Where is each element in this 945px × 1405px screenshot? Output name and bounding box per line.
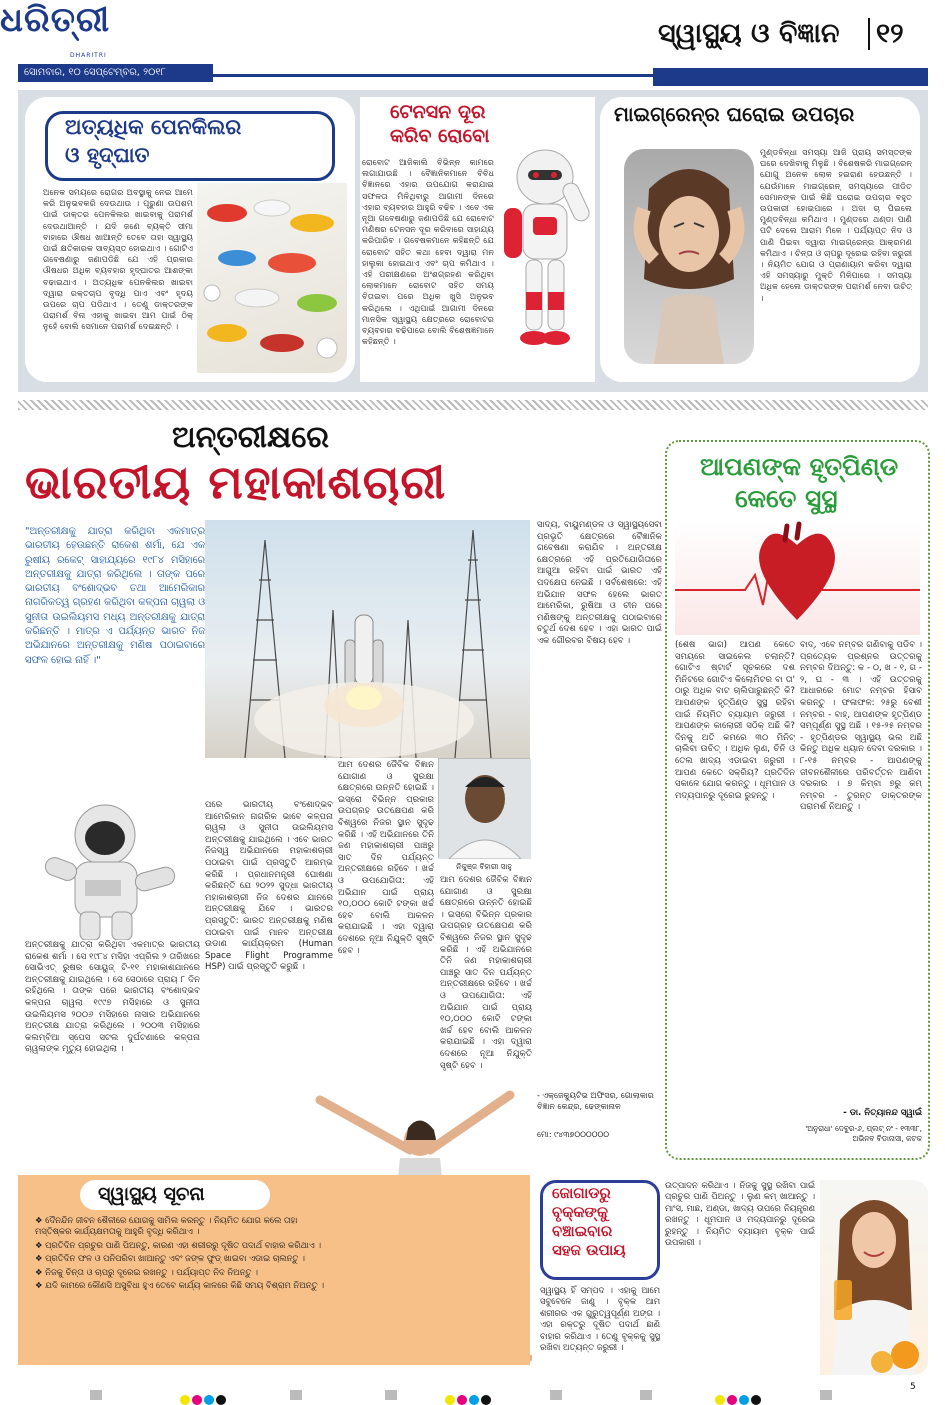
robot-article [360,97,595,382]
space-column-3: ଆମ ଦେଶର ଜୈବିକ ବିଜ୍ଞାନ ଯୋଗାଣ ଓ ସୁରକ୍ଷା କ୍ଷେତ୍ରରେ ଉନ୍ନତି ହୋଇଛି । ଇସ୍ରୋ ବିଭିନ୍ନ ପ୍ରକାର ଉପଗ୍ରହ ଉତକ୍ଷେପଣ କରି ବିଶ୍ୱରେ ନିଜର ସ୍ଥାନ ସୁଦୃଢ କରିଛି । ଏହି ଅଭିଯାନରେ ତିନି ଜଣ ମହାକାଶଚାରୀ ପାଞ୍ଚରୁ ସାତ ଦିନ ପର୍ଯ୍ୟନ୍ତ ଅନ୍ତରୀକ୍ଷରେ ରହିବେ । ଖର୍ଚ୍ଚ ଓ ଉପଯୋଗିତା: ଏହି ଅଭିଯାନ ପାଇଁ ପ୍ରାୟ ୧୦,୦୦୦ କୋଟି ଟଙ୍କା ଖର୍ଚ୍ଚ ହେବ ବୋଲି ଆକଳନ କରାଯାଇଛି । ଏହା ଦ୍ୱାରା ଦେଶରେ ନୂଆ ନିଯୁକ୍ତି ସୃଷ୍ଟି ହେବ । [338,760,434,956]
space-column-1: ଅନ୍ତରୀକ୍ଷକୁ ଯାତ୍ରା କରିଥିବା ଏକମାତ୍ର ଭାରତୀୟ ରାକେଶ ଶର୍ମା । ସେ ୧୯୮୪ ମସିହା ଏପ୍ରିଲ ୨ ତାରିଖରେ ସୋଭିଏତ୍ ରୁଷର ସୋୟୁଜ୍ ଟି-୧୧ ମହାକାଶଯାନରେ ଅନ୍ତରୀକ୍ଷକୁ ଯାଇଥିଲେ । ସେ ସେଠାରେ ପ୍ରାୟ ୮ ଦିନ ରହିଥିଲେ । ତାଙ୍କ ପରେ ଭାରତୀୟ ବଂଶୋଦ୍ଭବ କଳ୍ପନା ଚାୱଲା ୧୯୯୭ ମସିହାରେ ଓ ସୁନୀତା ଉଇଲିୟମସ ୨୦୦୬ ମସିହାରେ ନାସାର ଅଭିଯାନରେ ଅନ୍ତରୀକ୍ଷ ଯାତ୍ରା କରିଥିଲେ । ୨୦୦୩ ମସିହାରେ କଲମ୍ବିଆ ସ୍ପେସ ସଟଲ ଦୁର୍ଘଟଣାରେ କଳ୍ପନା ଚାୱଲାଙ୍କ ମୃତ୍ୟୁ ହୋଇଥିଲା । [25,940,200,1055]
heart-doctor-name: - ଡା. ନିତ୍ୟାନନ୍ଦ ସ୍ୱାଇଁ [843,1108,922,1118]
registration-mark [385,1390,397,1400]
kidney-column-2: ଉତ୍ପାଦନ କରିଥାଏ । ନିଜକୁ ସୁସ୍ଥ ରଖିବା ପାଇଁ ପ୍ରଚୁର ପାଣି ପିଅନ୍ତୁ । ଲୁଣ କମ୍ ଖାଆନ୍ତୁ । ମାଂସ, ମାଛ, ଅଣ୍ଡା, ଖାଦ୍ୟ ଉପରେ ନିୟନ୍ତ୍ରଣ ରଖନ୍ତୁ । ଧୂମପାନ ଓ ମଦ୍ୟପାନରୁ ଦୂରେଇ ରୁହନ୍ତୁ । ନିୟମିତ ବ୍ୟାୟାମ ବୃକ୍‌କ ପାଇଁ ଉପକାରୀ । [665,1180,815,1248]
health-tip-item: ❖ ନିଜକୁ ଚିନ୍ତା ଓ ଚାପରୁ ଦୂରେଇ ରଖନ୍ତୁ । ପର୍ଯ୍ୟାପ୍ତ ନିଦ ନିଅନ୍ତୁ । [35,1266,258,1277]
heart-ecg-illustration [675,520,920,635]
kidney-column-1: ସ୍ୱାସ୍ଥ୍ୟ ହିଁ ସମ୍ପଦ । ଏହାକୁ ଆମେ ସବୁବେଳେ ଜାଣୁ । ବୃକ୍‌କ ଆମ ଶରୀରର ଏକ ଗୁରୁତ୍ୱପୂର୍ଣ୍ଣ ଅଙ୍ଗ । ଏହା ରକ୍ତରୁ ଦୂଷିତ ପଦାର୍ଥ ଛାଣି ବାହାର କରିଥାଏ । ତେଣୁ ବୃକ୍‌କକୁ ସୁସ୍ଥ ରଖିବା ଅତ୍ୟନ୍ତ ଜରୁରୀ । [540,1285,660,1353]
registration-mark [640,1390,652,1400]
author-phone: ମୋ: ୯୪୩୭୦୦୦୦୦୦ [537,1130,610,1139]
astronaut-illustration [30,800,195,940]
masthead-rule [213,74,653,77]
author-photo [438,758,530,858]
space-kicker: ଅନ୍ତରୀକ୍ଷରେ [172,420,330,455]
registration-mark [290,1390,302,1400]
health-tips-title: ସ୍ୱାସ୍ଥ୍ୟ ସୂଚନା [98,1183,205,1205]
space-pullquote: "ଅନ୍ତରୀକ୍ଷକୁ ଯାତ୍ରା କରିଥିବା ଏକମାତ୍ର ଭାରତୀୟ ହେଉଛନ୍ତି ରାକେଶ ଶର୍ମା, ଯେ ଏକ ରୁଷୀୟ ରକେଟ୍ ସାହାଯ୍ୟରେ ୧୯୮୪ ମସିହାରେ ଅନ୍ତରୀକ୍ଷକୁ ଯାତ୍ରା କରିଥିଲେ । ତାଙ୍କ ପରେ ଭାରତୀୟ ବଂଶୋଦ୍ଭବ ତଥା ଆମେରିକାର ନାଗରିକତ୍ୱ ଗ୍ରହଣ କରିଥିବା କଳ୍ପନା ଚାୱଲା ଓ ସୁନୀତା ଉଇଲିୟମସ ମଧ୍ୟ ଅନ୍ତରୀକ୍ଷକୁ ଯାତ୍ରା କରିଛନ୍ତି । ମାତ୍ର ଏ ପର୍ଯ୍ୟନ୍ତ ଭାରତ ନିଜ ଅଭିଯାନରେ ଅନ୍ତରୀକ୍ଷକୁ ମଣିଷ ପଠାଇବାରେ ସଫଳ ହୋଇ ନାହିଁ ।" [25,526,205,666]
painkiller-title: ଅତ୍ୟଧିକ ପେନକିଲର [65,115,242,139]
reg-cyan [469,1395,479,1405]
space-column-4: ସାଦ୍ୟ, ବାୟୁମଣ୍ଡଳ ଓ ସ୍ୱାସ୍ଥ୍ୟସେବା ପ୍ରଭୃତି କ୍ଷେତ୍ରରେ ବୈଜ୍ଞାନିକ ଗବେଷଣା କରାଯିବ । ଅନ୍ତରୀକ୍ଷ କ୍ଷେତ୍ରରେ ଏହି ପ୍ରତିଯୋଗିତାରେ ଆଗୁଆ ରହିବା ପାଇଁ ଭାରତ ଏହି ପଦକ୍ଷେପ ନେଇଛି । ସର୍ବଶେଷରେ: ଏହି ଅଭିଯାନ ସଫଳ ହେଲେ ଭାରତ ଆମେରିକା, ରୁଷିଆ ଓ ଚୀନ ପରେ ମଣିଷଙ୍କୁ ଅନ୍ତରୀକ୍ଷକୁ ପଠାଇବାରେ ଚତୁର୍ଥ ଦେଶ ହେବ । ଏହା ଭାରତ ପାଇଁ ଏକ ଗୌରବର ବିଷୟ ହେବ । [537,520,662,646]
page-number: ୧୨ [868,18,904,50]
kidney-title-line1: ଜୋଗାଡରୁ [552,1184,611,1202]
painkiller-body: ଅନେକ ସମୟରେ ରୋଗର ଅବସ୍ଥାକୁ ନେଇ ଆମେ କରି ଅନୁଭବକରି ଦେଉଥାଉ । ପୂରୁଣା ଉପଶମ ପାଇଁ ଡାକ୍ତର ପେନକିଲର ଖାଇବାକୁ ପରାମର୍ଶ ଦେଉଥାଆନ୍ତି । ଯଦି ଜଣେ ବ୍ୟକ୍ତି ସୀମା ବାହାରେ ଔଷଧ ଖାଆନ୍ତି ତେବେ ତାହା ସ୍ୱାସ୍ଥ୍ୟ ପାଇଁ କ୍ଷତିକାରକ ସାବ୍ୟସ୍ତ ହୋଇଥାଏ । ଗୋଟିଏ ଗବେଷଣାରୁ ଜଣାପଡିଛି ଯେ ଏହି ପ୍ରକାର ଔଷଧର ଅଧିକ ବ୍ୟବହାର ହୃଦ୍‌ଘାତର ଆଶଙ୍କା ବଢାଇଥାଏ । ଅତ୍ୟଧିକ ପେନକିଲର ଖାଇବା ଦ୍ୱାରା ରକ୍ତଚାପ ବୃଦ୍ଧି ପାଏ ଏବଂ ହୃଦୟ ଉପରେ ଚାପ ପଡିଥାଏ । ତେଣୁ ଡାକ୍ତରଙ୍କ ପରାମର୍ଶ ବିନା ଏହାକୁ ଖାଇବା ଆମ ପାଇଁ ଠିକ୍ ନୁହେଁ ବୋଲି ସେମାନେ ପରାମର୍ଶ ଦେଇଛନ୍ତି । [43,187,193,332]
migraine-woman-photo [624,149,754,364]
woman-headache-illustration [624,149,754,364]
author-portrait-illustration [439,759,531,859]
issue-date: ସୋମବାର, ୧୦ ସେପ୍ଟେମ୍ବର, ୨୦୧୮ [18,64,213,82]
reg-black [216,1395,226,1405]
color-registration-marks [715,1390,763,1405]
reg-yellow [180,1395,190,1405]
newspaper-logo-subtitle: DHARITRI [70,52,107,59]
color-registration-marks [180,1390,228,1405]
registration-mark [820,1390,832,1400]
kidney-title-line2: ବୃକ୍‌କଙ୍କୁ [552,1203,608,1221]
author-note: - ଏକ୍‌ଜେକ୍ୟୁଟିଭ ଅଫିସର, ଗୋଲାକାର ବିଜ୍ଞାନ କେନ୍ଦ୍ର, ଢେଙ୍କାନାଳ [537,1091,654,1111]
woman-juice-illustration [820,1180,928,1375]
migraine-title: ମାଇଗ୍ରେନ୍‌ର ଘରୋଇ ଉପଚାର [614,102,855,126]
pills-photo [197,183,347,373]
robot-illustration [490,142,600,382]
health-tip-item: ❖ ପ୍ରତିଦିନ ଫଳ ଓ ପନିପରିବା ଖାଆନ୍ତୁ ଏବଂ ଜଙ୍କ ଫୁଡ୍ ଖାଇବା ଏଡାଇ ଚାଲନ୍ତୁ । [35,1253,305,1264]
space-headline: ଭାରତୀୟ ମହାକାଶଚାରୀ [25,455,447,509]
robot-title-line2: କରିବ ରୋବୋ [390,125,490,147]
heart-column-2: ବାଦ୍, ଏବେ ନମ୍ବର ଗଣିବାକୁ ପଡିବ । ପ୍ରତ୍ୟେକ ପ୍ରଶ୍ନର ଉତ୍ତରକୁ ନମ୍ବର ଦିଅନ୍ତୁ: କ - ୦, ଖ - ୧, ଗ - ୨, ଘ - ୩ । ଏହି ଉତ୍ତରକୁ ଆଧାରରେ ମୋଟ ନମ୍ବର ହିସାବ କରନ୍ତୁ । ଫଳାଫଳ: ୨୫ରୁ ବେଶୀ ନମ୍ବର - ବାହ୍, ଆପଣଙ୍କ ହୃତ୍‌ପିଣ୍ଡ ସମ୍ପୂର୍ଣ୍ଣ ସୁସ୍ଥ ଅଛି । ୧୫-୨୫ ନମ୍ବର - ହୃତ୍‌ପିଣ୍ଡର ସ୍ୱାସ୍ଥ୍ୟ ଭଲ ଅଛି କିନ୍ତୁ ଅଧିକ ଧ୍ୟାନ ଦେବା ଦରକାର । ୮-୧୫ ନମ୍ବର - ଆପଣଙ୍କୁ ଜୀବନଶୈଳୀରେ ପରିବର୍ତ୍ତନ ଆଣିବା ଦରକାର । ୭ କିମ୍ବା ୭ରୁ କମ୍ ନମ୍ବର - ତୁରନ୍ତ ଡାକ୍ତରଙ୍କ ପରାମର୍ଶ ନିଅନ୍ତୁ । [800,640,922,813]
reg-cyan [739,1395,749,1405]
reg-black [751,1395,761,1405]
astronaut-photo [30,800,195,940]
print-page-mark: 5 [910,1382,916,1392]
heart-column-1: (ଶେଷ ଭାଗ) ଆପଣ କେତେ ସମୟରେ ସାଇକେଲ ଚଲାନ୍ତି? ଗୋଟିଏ ଷ୍ଟାର୍ଟ ସୂଚକରେ ଦଶ ମିନିଟରେ ଗୋଟିଏ କିଲୋମିଟର ବା ତା' ଠାରୁ ଅଧିକ ବାଟ ଚାଲିପାରୁଛନ୍ତି କି? ଆପଣଙ୍କ ହୃତ୍‌ପିଣ୍ଡ ସୁସ୍ଥ ରହିବା ପାଇଁ ନିୟମିତ ବ୍ୟାୟାମ ଜରୁରୀ । ଆପଣଙ୍କ କାଲୋରୀ ସଠିକ୍ ଅଛି କି? ଦିନକୁ ଅତି କମରେ ୩୦ ମିନିଟ୍ ଚାଲିବା ଉଚିତ୍ । ଅଧିକ ଲୁଣ, ଚିନି ଓ ତେଲ ଖାଦ୍ୟ ଏଡାଇବା ଜରୁରୀ । ଆପଣ କେତେ ସକ୍ରିୟ? ପ୍ରତିଦିନ ସକାଳେ ଯୋଗ କରନ୍ତୁ । ଧୂମପାନ ଓ ମଦ୍ୟପାନରୁ ଦୂରେଇ ରୁହନ୍ତୁ । [675,640,795,801]
heart-title: ଆପଣଙ୍କ ହୃତ୍‌ପିଣ୍ଡ [700,452,899,481]
author-name: ନିକୁଞ୍ଜ ବିହାରୀ ସାହୁ [456,862,512,871]
registration-mark [90,1390,102,1400]
reg-yellow [715,1395,725,1405]
section-title: ସ୍ୱାସ୍ଥ୍ୟ ଓ ବିଜ୍ଞାନ [658,18,840,49]
reg-magenta [727,1395,737,1405]
kidney-title-line4: ସହଜ ଉପାୟ [552,1241,626,1259]
reg-black [481,1395,491,1405]
heart-doctor-address: 'ଅନୁରାଧା' ଦେବୁର-୬, ପ୍ଲଟ୍ ନଂ - ୧୩୩୮, ଅଭିନବ ବିଡାନାସୀ, କଟକ [805,1124,922,1143]
painkiller-title-line2: ଓ ହୃଦ୍‌ଘାତ [65,143,150,167]
health-tip-item: ❖ ପ୍ରତିଦିନ ପ୍ରଚୁର ପାଣି ପିଅନ୍ତୁ, କାରଣ ଏହା ଶରୀରରୁ ଦୂଷିତ ପଦାର୍ଥ ବାହାର କରିଥାଏ । [35,1239,322,1250]
reg-magenta [457,1395,467,1405]
kidney-title-line3: ବଞ୍ଚାଇବାର [552,1222,613,1240]
painkiller-article [25,97,355,382]
newspaper-logo: ଧରିତ୍ରୀ [0,0,111,40]
robot-title: ଟେନସନ ଦୂର [390,101,486,123]
migraine-body: ମୁଣ୍ଡବିନ୍ଧା ସମସ୍ୟା ଆଜି ପ୍ରାୟ ସମସ୍ତଙ୍କ ଘରେ ଦେଖିବାକୁ ମିଳୁଛି । ବିଶେଷକରି ମାଇଗ୍ରେନ୍ ଯୋଗୁ ଅନେକ ଲୋକ ହଇରାଣ ହେଉଛନ୍ତି । ଯେଉଁମାନେ ମାଇଗ୍ରେନ୍ ସମସ୍ୟାରେ ପୀଡିତ ସେମାନଙ୍କ ପାଇଁ କିଛି ଘରୋଇ ଉପଚାର ବହୁତ ଉପକାରୀ ହୋଇପାରେ । ଅଦା ଚା ପିଇଲେ ମୁଣ୍ଡବିନ୍ଧା କମିଥାଏ । ମୁଣ୍ଡରେ ଥଣ୍ଡା ପାଣି ପଟି ଦେଲେ ଆରାମ ମିଳେ । ପର୍ଯ୍ୟାପ୍ତ ନିଦ ଓ ପାଣି ପିଇବା ଦ୍ୱାରା ମାଇଗ୍ରେନ୍‌ର ଆକ୍ରମଣ କମିଥାଏ । ଚିନ୍ତା ଓ ଚାପରୁ ଦୂରେଇ ରହିବା ଜରୁରୀ । ନିୟମିତ ଯୋଗ ଓ ପ୍ରାଣାୟାମ କରିବା ଦ୍ୱାରା ଏହି ସମସ୍ୟାରୁ ମୁକ୍ତି ମିଳିପାରେ । ସମସ୍ୟା ଅଧିକ ହେଲେ ଡାକ୍ତରଙ୍କ ପରାମର୍ଶ ନେବା ଉଚିତ୍ । [760,147,912,303]
health-tip-item: ❖ ଯଦି କାମରେ କୌଣସି ଅସୁବିଧା ହୁଏ ତେବେ କାର୍ଯ୍ୟ କାଳରେ କିଛି ସମୟ ବିଶ୍ରାମ ନିଅନ୍ତୁ । [35,1280,324,1291]
juice-woman-photo [820,1180,928,1375]
reg-yellow [445,1395,455,1405]
health-tip-item: ❖ ଦୈନନ୍ଦିନ ଜୀବନ ଶୈଳୀରେ ଯୋଗକୁ ସାମିଲ କରନ୍ତୁ । ନିୟମିତ ଯୋଗ କଲେ ତାହା ମସ୍ତିଷ୍କର କାର୍ଯ୍ୟକ୍ଷମତାକୁ ଆହୁରି ବୃଦ୍ଧି କରିଥାଏ । [35,1215,298,1237]
rocket-launch-photo [205,520,530,758]
migraine-article [600,97,920,382]
reg-cyan [204,1395,214,1405]
registration-mark [550,1390,562,1400]
heart-image [675,520,920,635]
rocket-launch-illustration [205,520,530,758]
divider-hatch [18,400,928,410]
color-registration-marks [445,1390,493,1405]
pills-illustration [197,183,347,373]
space-column-3b: ଆମ ଦେଶର ଜୈବିକ ବିଜ୍ଞାନ ଯୋଗାଣ ଓ ସୁରକ୍ଷା କ୍ଷେତ୍ରରେ ଉନ୍ନତି ହୋଇଛି । ଇସ୍ରୋ ବିଭିନ୍ନ ପ୍ରକାର ଉପଗ୍ରହ ଉତକ୍ଷେପଣ କରି ବିଶ୍ୱରେ ନିଜର ସ୍ଥାନ ସୁଦୃଢ କରିଛି । ଏହି ଅଭିଯାନରେ ତିନି ଜଣ ମହାକାଶଚାରୀ ପାଞ୍ଚରୁ ସାତ ଦିନ ପର୍ଯ୍ୟନ୍ତ ଅନ୍ତରୀକ୍ଷରେ ରହିବେ । ଖର୍ଚ୍ଚ ଓ ଉପଯୋଗିତା: ଏହି ଅଭିଯାନ ପାଇଁ ପ୍ରାୟ ୧୦,୦୦୦ କୋଟି ଟଙ୍କା ଖର୍ଚ୍ଚ ହେବ ବୋଲି ଆକଳନ କରାଯାଇଛି । ଏହା ଦ୍ୱାରା ଦେଶରେ ନୂଆ ନିଯୁକ୍ତି ସୃଷ୍ଟି ହେବ । [440,875,532,1071]
robot-body: ରୋବୋଟ ଆଜିକାଲି ବିଭିନ୍ନ କାମରେ ଲଗାଯାଉଛି । ବୈଜ୍ଞାନିକମାନେ ବିବିଧ ବିଜ୍ଞାନରେ ଏହାର ଉପଯୋଗ କରାଯାଇ ସଫଳତା ମିଳିଥିବାରୁ ଆଗାମୀ ଦିନରେ ଏହାର ବ୍ୟବହାର ଆହୁରି ବଢିବ । ଏବେ ଏକ ନୂଆ ଗବେଷଣାରୁ ଜଣାପଡିଛି ଯେ ରୋବୋଟ ମଣିଷର ଟେନସନ ଦୂର କରିବାରେ ସାହାଯ୍ୟ କରିପାରିବ । ଗବେଷକମାନେ କହିଛନ୍ତି ଯେ ରୋବୋଟ ସହିତ କଥା ହେବା ଦ୍ୱାରା ମନ ହାଲୁକା ହୋଇଥାଏ ଏବଂ ଚାପ କମିଥାଏ । ଏହି ପରୀକ୍ଷଣରେ ଅଂଶଗ୍ରହଣ କରିଥିବା ଲୋକମାନେ ରୋବୋଟ ସହିତ ସମୟ ବିତାଇବା ପରେ ଅଧିକ ଖୁସି ଅନୁଭବ କରିଥିଲେ । ଏଥିପାଇଁ ଆଗାମୀ ଦିନରେ ମାନସିକ ସ୍ୱାସ୍ଥ୍ୟ କ୍ଷେତ୍ରରେ ରୋବୋଟର ବ୍ୟବହାର ବଢିପାରେ ବୋଲି ବିଶେଷଜ୍ଞମାନେ କହିଛନ୍ତି । [362,157,494,347]
space-column-2: ପରେ ଭାରତୀୟ ବଂଶୋଦ୍ଭବ ଆମେରିକାନ ନାଗରିକ ଭାବେ କଳ୍ପନା ଚାୱଲା ଓ ସୁନୀତା ଉଇଲିୟମସ ଅନ୍ତରୀକ୍ଷକୁ ଯାଇଥିଲେ । ଏବେ ଭାରତ ନିଜସ୍ୱ ଅଭିଯାନରେ ମହାକାଶଚାରୀ ପଠାଇବା ପାଇଁ ପ୍ରସ୍ତୁତି ଆରମ୍ଭ କରିଛି । ପ୍ରଧାନମନ୍ତ୍ରୀ ଘୋଷଣା କରିଛନ୍ତି ଯେ ୨୦୨୨ ସୁଦ୍ଧା ଭାରତୀୟ ମହାକାଶଚାରୀ ନିଜ ଦେଶର ଯାନରେ ଅନ୍ତରୀକ୍ଷକୁ ଯିବେ । ଭାରତର ପ୍ରସ୍ତୁତି: ଭାରତ ଅନ୍ତରୀକ୍ଷକୁ ମଣିଷ ପଠାଇବା ପାଇଁ ମାନବ ଅନ୍ତରୀକ୍ଷ ଉଡାଣ କାର୍ଯ୍ୟକ୍ରମ (Human Space Flight Programme HSP) ପାଇଁ ପ୍ରସ୍ତୁତି କରୁଛି । [205,800,333,973]
heart-title-line2: କେତେ ସୁସ୍ଥ [735,484,838,513]
reg-magenta [192,1395,202,1405]
section-rule [653,68,928,86]
health-tips-list [35,1215,335,1293]
kidney-title [552,1184,626,1260]
